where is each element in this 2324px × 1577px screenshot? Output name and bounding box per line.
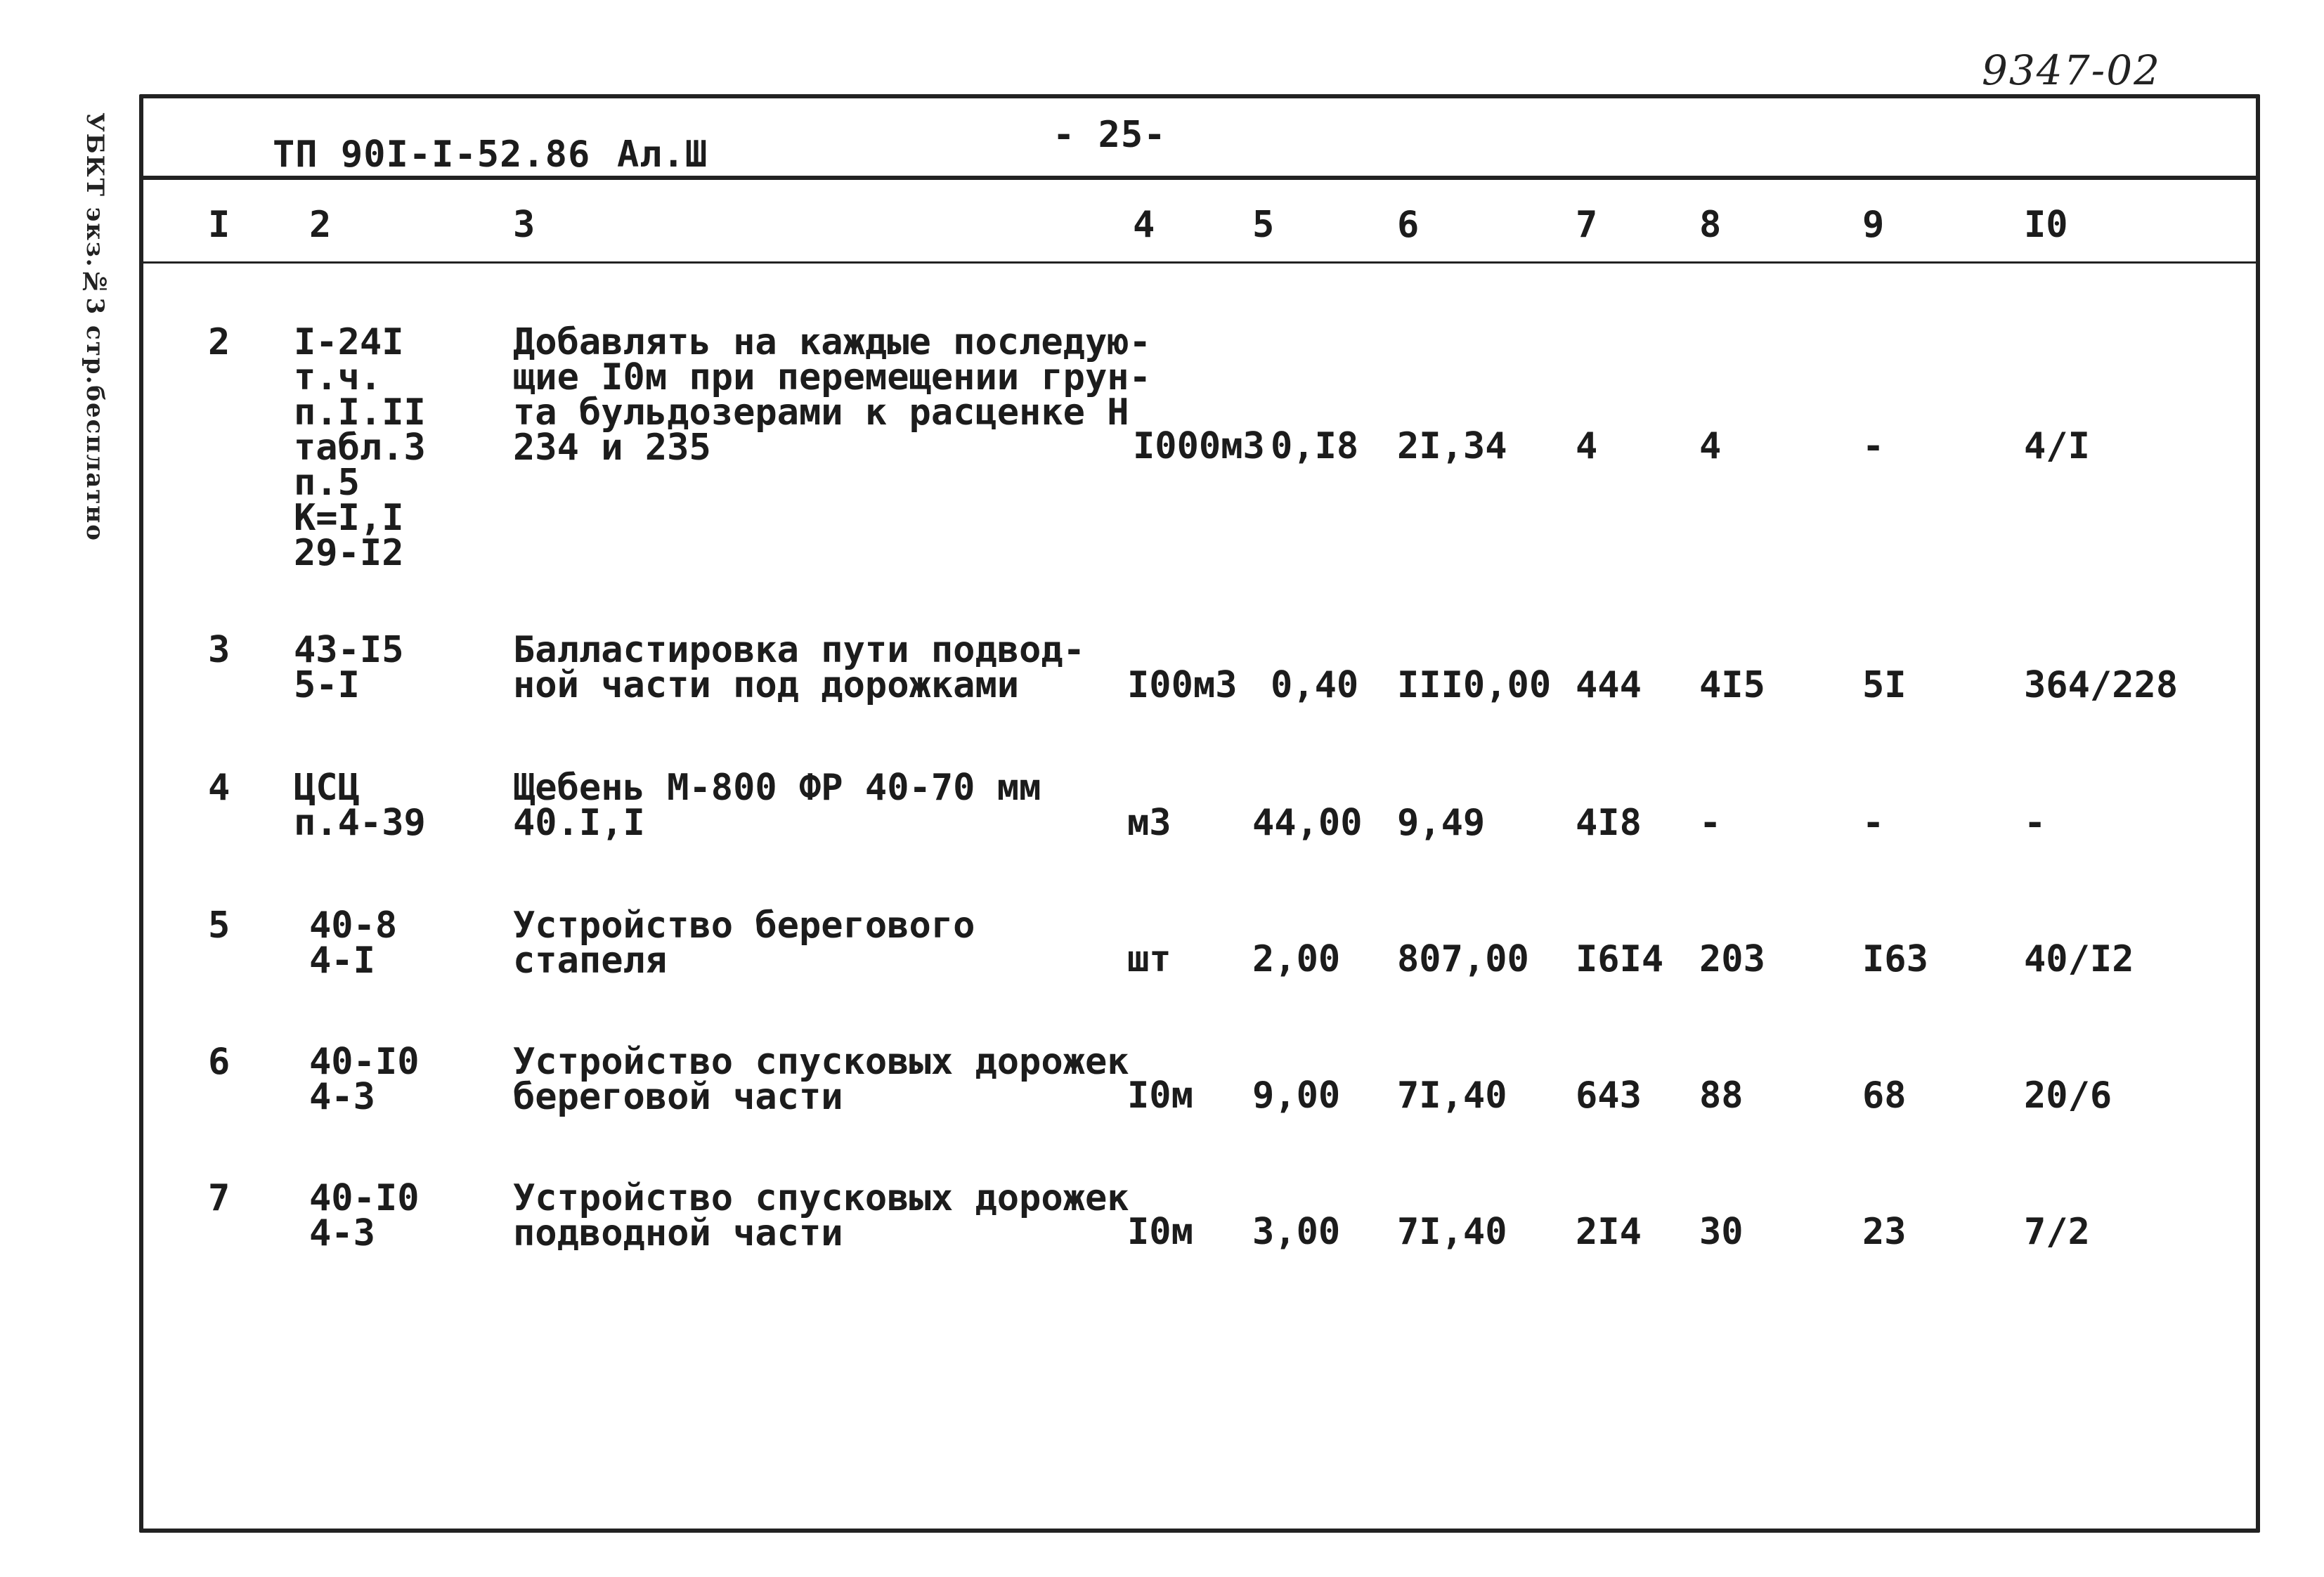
document-code: 9347-02	[1982, 46, 2162, 94]
col9-value: 5I	[1862, 664, 1907, 706]
work-description: Устройство берегового стапеля	[513, 904, 975, 982]
row-number: 5	[208, 904, 231, 947]
unit: I0м	[1127, 1211, 1193, 1253]
table-frame	[139, 94, 2260, 1533]
col8-value: 203	[1699, 938, 1765, 980]
col9-value: -	[1862, 425, 1885, 467]
col8-value: 4	[1699, 425, 1722, 467]
col9-value: 68	[1862, 1075, 1907, 1117]
row-number: 2	[208, 321, 231, 363]
row-number: 6	[208, 1041, 231, 1083]
unit-price: 807,00	[1397, 938, 1529, 980]
col7-value: 2I4	[1576, 1211, 1642, 1253]
unit-price: III0,00	[1397, 664, 1552, 706]
col10-value: 364/228	[2024, 664, 2179, 706]
col8-value: 88	[1699, 1075, 1744, 1117]
work-description: Щебень М-800 ФР 40-70 мм 40.I,I	[513, 767, 1041, 844]
col-header-4: 4	[1133, 204, 1155, 246]
series-code: ТП 90I-I-52.86	[273, 134, 591, 176]
col-header-9: 9	[1862, 204, 1885, 246]
col-header-8: 8	[1699, 204, 1722, 246]
norm-reference: ЦСЦ п.4-39	[294, 767, 426, 844]
row-number: 7	[208, 1177, 231, 1219]
col9-value: -	[1862, 802, 1885, 844]
unit-price: 9,49	[1397, 802, 1486, 844]
header-divider	[139, 176, 2256, 180]
unit: м3	[1127, 802, 1171, 844]
quantity: 0,I8	[1271, 425, 1359, 467]
col-header-5: 5	[1252, 204, 1275, 246]
quantity: 2,00	[1252, 938, 1341, 980]
unit-price: 7I,40	[1397, 1075, 1507, 1117]
col8-value: 30	[1699, 1211, 1744, 1253]
col-header-1: I	[208, 204, 231, 246]
col10-value: 40/I2	[2024, 938, 2134, 980]
page-number: - 25-	[1053, 114, 1167, 156]
col-header-2: 2	[309, 204, 332, 246]
work-description: Добавлять на каждые последую- щие I0м при перемещении грун- та бульдозерами к расценке Н 234 и 235	[513, 321, 1151, 469]
unit: I000м3	[1133, 425, 1265, 467]
col9-value: I63	[1862, 938, 1928, 980]
col10-value: 7/2	[2024, 1211, 2090, 1253]
col7-value: I6I4	[1576, 938, 1664, 980]
quantity: 0,40	[1271, 664, 1359, 706]
norm-reference: 40-I0 4-3	[309, 1177, 420, 1254]
unit: I0м	[1127, 1075, 1193, 1117]
col-header-7: 7	[1576, 204, 1598, 246]
row-number: 4	[208, 767, 231, 809]
work-description: Устройство спусковых дорожек береговой части	[513, 1041, 1129, 1118]
work-description: Балластировка пути подвод- ной части под дорожками	[513, 629, 1085, 706]
col7-value: 4	[1576, 425, 1598, 467]
col7-value: 643	[1576, 1075, 1642, 1117]
col8-value: -	[1699, 802, 1722, 844]
norm-reference: 40-I0 4-3	[309, 1041, 420, 1118]
col10-value: -	[2024, 802, 2046, 844]
quantity: 3,00	[1252, 1211, 1341, 1253]
norm-reference: I-24I т.ч. п.I.II табл.3 п.5 К=I,I 29-I2	[294, 321, 426, 574]
quantity: 44,00	[1252, 802, 1363, 844]
unit-price: 2I,34	[1397, 425, 1507, 467]
unit: I00м3	[1127, 664, 1238, 706]
margin-note: УБКТ экз.№3 стр.бесплатно	[81, 112, 109, 542]
col8-value: 4I5	[1699, 664, 1765, 706]
col10-value: 20/6	[2024, 1075, 2112, 1117]
row-number: 3	[208, 629, 231, 671]
column-header-divider	[139, 261, 2256, 264]
work-description: Устройство спусковых дорожек подводной части	[513, 1177, 1129, 1254]
unit-price: 7I,40	[1397, 1211, 1507, 1253]
col-header-10: I0	[2024, 204, 2068, 246]
col-header-3: 3	[513, 204, 535, 246]
col7-value: 4I8	[1576, 802, 1642, 844]
album-label: Ал.Ш	[617, 134, 708, 176]
col-header-6: 6	[1397, 204, 1420, 246]
norm-reference: 40-8 4-I	[309, 904, 398, 982]
col9-value: 23	[1862, 1211, 1907, 1253]
quantity: 9,00	[1252, 1075, 1341, 1117]
col7-value: 444	[1576, 664, 1642, 706]
norm-reference: 43-I5 5-I	[294, 629, 404, 706]
unit: шт	[1127, 938, 1171, 980]
col10-value: 4/I	[2024, 425, 2090, 467]
